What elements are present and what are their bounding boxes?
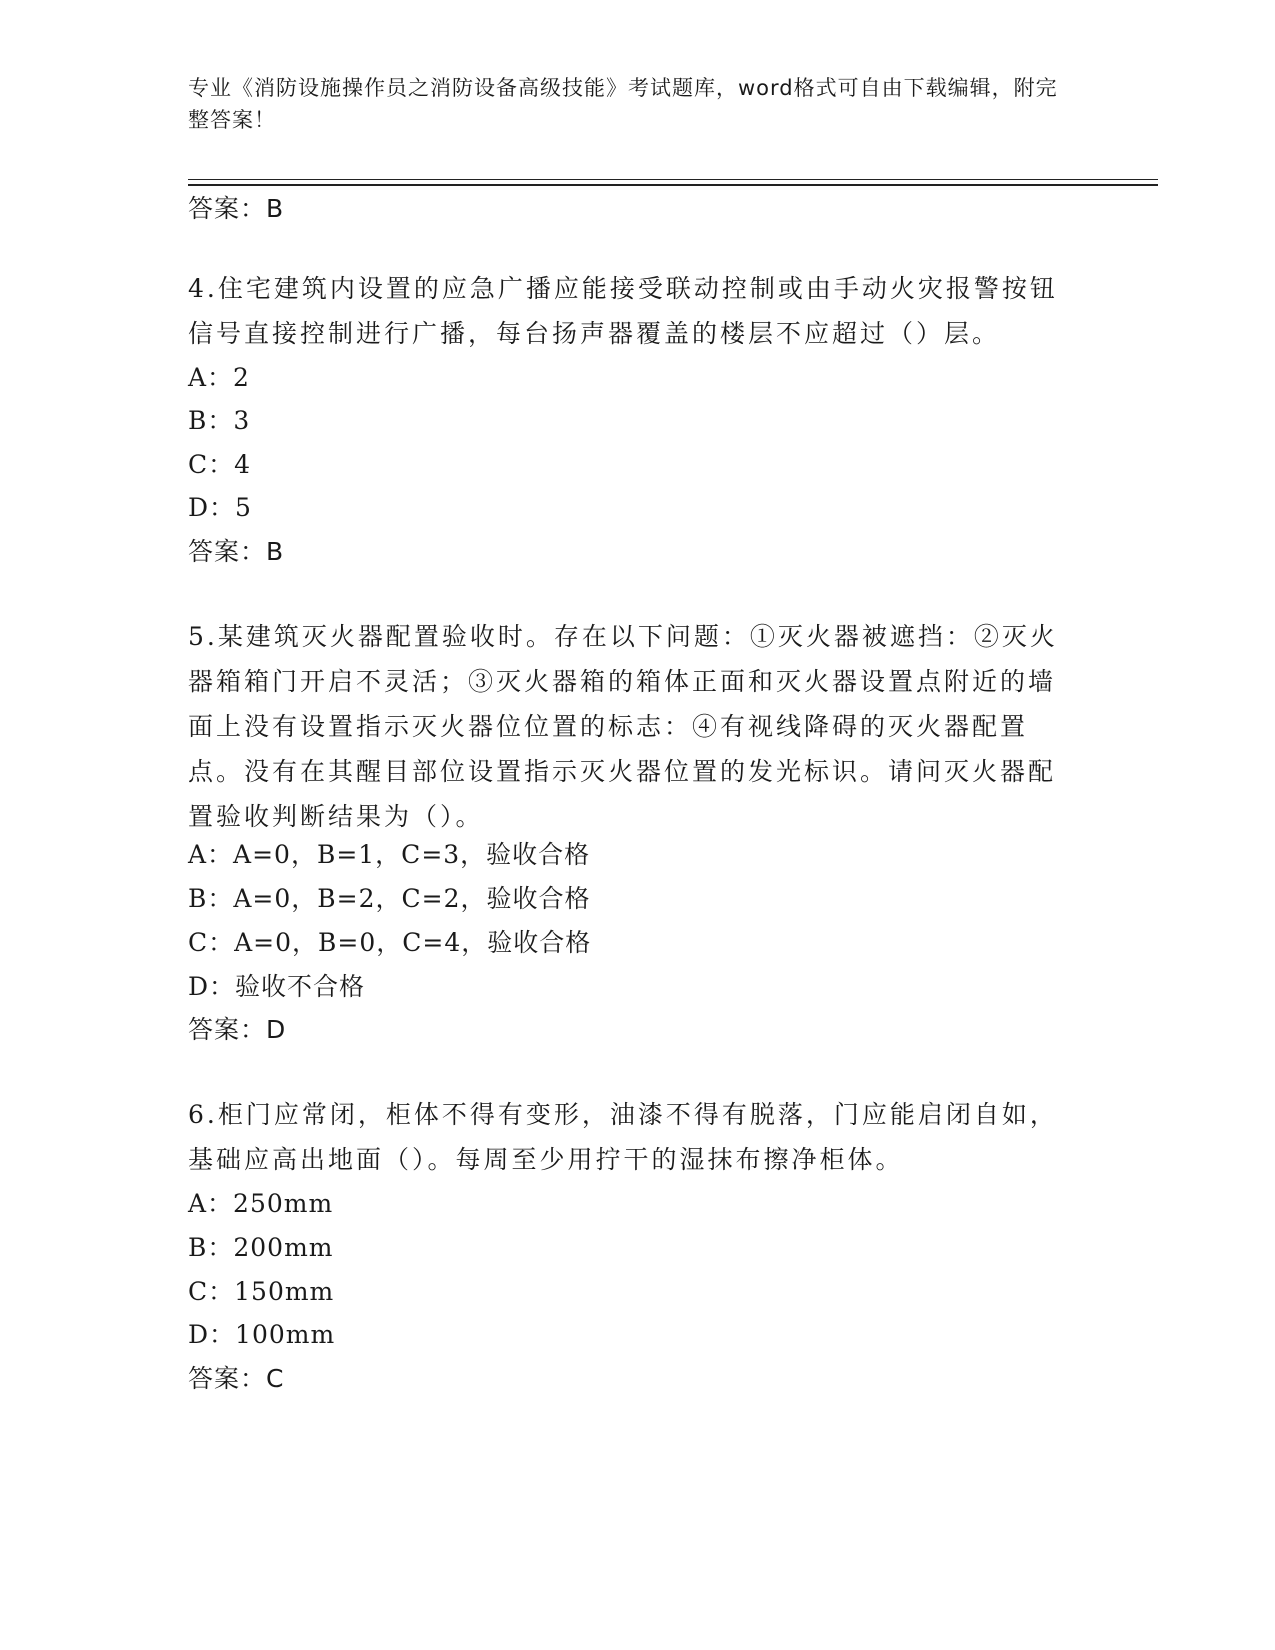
question-5-option-b: B：A=0，B=2，C=2，验收合格	[188, 884, 591, 913]
question-4-option-a: A：2	[188, 363, 250, 392]
header-rule-thin	[188, 179, 1158, 180]
question-4-option-b: B：3	[188, 406, 251, 435]
question-6-stem: 6.柜门应常闭，柜体不得有变形，油漆不得有脱落，门应能启闭自如，基础应高出地面（）。每周至少用拧干的湿抹布擦净柜体。	[188, 1100, 1058, 1174]
question-5-option-c: C：A=0，B=0，C=4，验收合格	[188, 928, 592, 957]
question-4-option-c: C：4	[188, 450, 252, 479]
question-5-option-d: D：验收不合格	[188, 972, 366, 1001]
document-header: 专业《消防设施操作员之消防设备高级技能》考试题库，word格式可自由下载编辑，附完整答案！	[188, 76, 1058, 132]
question-6-option-a: A：250mm	[188, 1189, 334, 1218]
question-4-option-d: D：5	[188, 493, 252, 522]
question-6-option-b: B：200mm	[188, 1233, 334, 1262]
question-6-option-d: D：100mm	[188, 1320, 336, 1349]
answer-q3: 答案：B	[188, 194, 285, 223]
answer-q5: 答案：D	[188, 1015, 287, 1044]
answer-q4: 答案：B	[188, 537, 285, 566]
header-rule-thick	[188, 184, 1158, 186]
question-5-stem: 5.某建筑灭火器配置验收时。存在以下问题：①灭火器被遮挡：②灭火器箱箱门开启不灵活；③灭火器箱的箱体正面和灭火器设置点附近的墙面上没有设置指示灭火器位位置的标志：④有视线降碍的灭火器配置点。没有在其醒目部位设置指示灭火器位置的发光标识。请问灭火器配置验收判断结果为（）。	[188, 622, 1058, 831]
answer-q6: 答案：C	[188, 1364, 285, 1393]
question-5-option-a: A：A=0，B=1，C=3，验收合格	[188, 840, 591, 869]
question-6-option-c: C：150mm	[188, 1277, 335, 1306]
question-4-stem: 4.住宅建筑内设置的应急广播应能接受联动控制或由手动火灾报警按钮信号直接控制进行广播，每台扬声器覆盖的楼层不应超过（）层。	[188, 274, 1058, 348]
